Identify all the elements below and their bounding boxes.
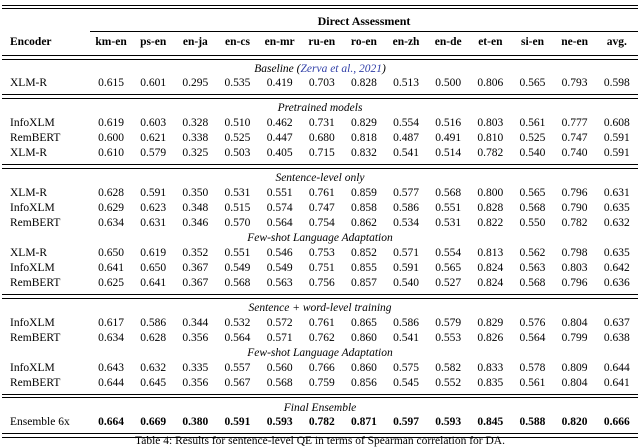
table-row xyxy=(2,415,638,430)
score-cell: 0.634 xyxy=(98,217,124,230)
table-row xyxy=(2,116,638,131)
section-title: Few-shot Language Adaptation xyxy=(247,347,393,360)
score-cell: 0.557 xyxy=(224,361,251,374)
column-header-en-zh: en-zh xyxy=(392,36,420,48)
score-cell: 0.828 xyxy=(350,77,377,90)
score-cell: 0.610 xyxy=(98,147,124,160)
score-cell: 0.576 xyxy=(519,316,546,329)
score-cell: 0.367 xyxy=(182,277,209,290)
score-cell: 0.796 xyxy=(561,186,588,199)
table-row xyxy=(2,246,638,261)
score-cell: 0.564 xyxy=(224,331,251,344)
score-cell: 0.623 xyxy=(140,201,167,214)
score-cell: 0.650 xyxy=(140,262,167,275)
score-cell: 0.447 xyxy=(266,131,293,144)
column-header-ro-en: ro-en xyxy=(350,36,377,48)
score-cell: 0.747 xyxy=(308,201,335,214)
column-header-km-en: km-en xyxy=(95,36,127,48)
score-cell: 0.531 xyxy=(224,186,251,199)
score-cell: 0.579 xyxy=(140,147,167,160)
score-cell: 0.601 xyxy=(140,77,167,90)
section-header-row xyxy=(2,171,638,186)
encoder-label: InfoXLM xyxy=(10,116,55,129)
score-cell: 0.405 xyxy=(266,147,293,160)
score-cell: 0.549 xyxy=(266,262,293,275)
score-cell: 0.762 xyxy=(308,331,335,344)
score-cell: 0.822 xyxy=(477,217,504,230)
score-cell: 0.487 xyxy=(393,131,419,144)
score-cell: 0.516 xyxy=(435,116,462,129)
score-cell: 0.534 xyxy=(393,217,419,230)
score-cell: 0.800 xyxy=(477,186,504,199)
score-cell: 0.829 xyxy=(477,316,504,329)
score-cell: 0.650 xyxy=(98,246,124,259)
score-cell: 0.550 xyxy=(519,217,546,230)
score-cell: 0.860 xyxy=(350,331,377,344)
score-cell: 0.824 xyxy=(477,262,504,275)
score-cell: 0.810 xyxy=(477,131,504,144)
score-cell: 0.753 xyxy=(308,246,335,259)
score-cell: 0.820 xyxy=(561,416,588,429)
score-cell: 0.804 xyxy=(561,316,588,329)
score-cell: 0.356 xyxy=(182,331,209,344)
score-cell: 0.586 xyxy=(140,316,167,329)
table-head xyxy=(2,2,638,62)
score-cell: 0.568 xyxy=(519,201,546,214)
score-cell: 0.540 xyxy=(519,147,546,160)
section-rule-line xyxy=(2,94,638,99)
encoder-label: XLM-R xyxy=(10,186,48,199)
score-cell: 0.782 xyxy=(308,416,335,429)
score-cell: 0.568 xyxy=(435,186,462,199)
section-rule xyxy=(2,292,638,302)
score-cell: 0.350 xyxy=(182,186,209,199)
section-header-row xyxy=(2,231,638,246)
section-header-row xyxy=(2,301,638,316)
encoder-label: XLM-R xyxy=(10,147,48,160)
encoder-label: Ensemble 6x xyxy=(10,416,70,429)
score-cell: 0.352 xyxy=(182,246,209,259)
score-cell: 0.856 xyxy=(350,377,377,390)
section-rule-line xyxy=(2,164,638,169)
encoder-label: RemBERT xyxy=(10,277,61,290)
score-cell: 0.796 xyxy=(561,277,588,290)
score-cell: 0.852 xyxy=(350,246,377,259)
score-cell: 0.635 xyxy=(603,201,630,214)
score-cell: 0.641 xyxy=(140,277,167,290)
score-cell: 0.295 xyxy=(182,77,209,90)
column-header-ru-en: ru-en xyxy=(308,36,336,48)
score-cell: 0.591 xyxy=(393,262,419,275)
score-cell: 0.632 xyxy=(140,361,167,374)
score-cell: 0.586 xyxy=(393,201,419,214)
score-cell: 0.571 xyxy=(266,331,293,344)
section-title: Final Ensemble xyxy=(283,401,357,414)
score-cell: 0.574 xyxy=(266,201,293,214)
score-cell: 0.561 xyxy=(519,116,546,129)
score-cell: 0.563 xyxy=(266,277,293,290)
score-cell: 0.862 xyxy=(350,217,377,230)
score-cell: 0.600 xyxy=(98,131,124,144)
score-cell: 0.858 xyxy=(350,201,377,214)
score-cell: 0.756 xyxy=(308,277,335,290)
score-cell: 0.572 xyxy=(266,316,293,329)
score-cell: 0.617 xyxy=(98,316,124,329)
column-header-en-de: en-de xyxy=(434,36,462,48)
score-cell: 0.578 xyxy=(519,361,546,374)
score-cell: 0.631 xyxy=(140,217,167,230)
table-row xyxy=(2,146,638,161)
section-title: Sentence-level only xyxy=(275,172,365,185)
score-cell: 0.826 xyxy=(477,331,504,344)
score-cell: 0.564 xyxy=(266,217,293,230)
score-cell: 0.598 xyxy=(603,77,630,90)
score-cell: 0.380 xyxy=(182,416,209,429)
score-cell: 0.563 xyxy=(519,262,546,275)
score-cell: 0.804 xyxy=(561,377,588,390)
score-cell: 0.632 xyxy=(603,217,630,230)
score-cell: 0.642 xyxy=(603,262,630,275)
score-cell: 0.591 xyxy=(140,186,167,199)
score-cell: 0.540 xyxy=(393,277,419,290)
score-cell: 0.514 xyxy=(435,147,462,160)
section-title: Baseline ( xyxy=(254,63,301,75)
score-cell: 0.565 xyxy=(519,186,546,199)
score-cell: 0.603 xyxy=(140,116,167,129)
score-cell: 0.515 xyxy=(224,201,251,214)
column-header-et-en: et-en xyxy=(478,36,503,48)
score-cell: 0.462 xyxy=(266,116,293,129)
score-cell: 0.567 xyxy=(224,377,251,390)
results-table xyxy=(2,2,638,440)
score-cell: 0.799 xyxy=(561,331,588,344)
score-cell: 0.579 xyxy=(435,316,462,329)
score-cell: 0.740 xyxy=(561,147,588,160)
table-row xyxy=(2,186,638,201)
citation-link[interactable]: Zerva et al., 2021 xyxy=(300,63,382,75)
score-cell: 0.715 xyxy=(308,147,335,160)
score-cell: 0.346 xyxy=(182,217,209,230)
header-rule xyxy=(2,53,638,63)
score-cell: 0.835 xyxy=(477,377,504,390)
score-cell: 0.669 xyxy=(140,416,167,429)
score-cell: 0.338 xyxy=(182,131,209,144)
score-cell: 0.628 xyxy=(98,186,124,199)
group-header-row xyxy=(2,12,638,32)
table-caption: Table 4: Results for sentence-level QE in terms of Spearman correlation for DA. xyxy=(135,435,505,447)
score-cell: 0.790 xyxy=(561,201,588,214)
section-rule xyxy=(2,92,638,102)
score-cell: 0.525 xyxy=(519,131,546,144)
score-cell: 0.635 xyxy=(603,246,630,259)
table-row xyxy=(2,77,638,92)
score-cell: 0.541 xyxy=(393,331,419,344)
column-header-ps-en: ps-en xyxy=(140,36,167,48)
score-cell: 0.637 xyxy=(603,316,630,329)
score-cell: 0.828 xyxy=(477,201,504,214)
score-cell: 0.535 xyxy=(224,77,251,90)
score-cell: 0.625 xyxy=(98,277,124,290)
score-cell: 0.865 xyxy=(350,316,377,329)
score-cell: 0.552 xyxy=(435,377,462,390)
encoder-label: XLM-R xyxy=(10,246,48,259)
score-cell: 0.328 xyxy=(182,116,209,129)
section-rule-line xyxy=(2,294,638,299)
group-header-spacer xyxy=(2,12,90,32)
table-row xyxy=(2,277,638,292)
score-cell: 0.645 xyxy=(140,377,167,390)
score-cell: 0.833 xyxy=(477,361,504,374)
score-cell: 0.561 xyxy=(519,377,546,390)
score-cell: 0.631 xyxy=(603,186,630,199)
top-rule-line xyxy=(2,5,638,10)
score-cell: 0.549 xyxy=(224,262,251,275)
score-cell: 0.832 xyxy=(350,147,377,160)
score-cell: 0.575 xyxy=(393,361,419,374)
score-cell: 0.325 xyxy=(182,147,209,160)
section-header-row xyxy=(2,346,638,361)
score-cell: 0.644 xyxy=(603,361,630,374)
score-cell: 0.871 xyxy=(350,416,377,429)
column-header-en-mr: en-mr xyxy=(264,36,295,48)
table-row xyxy=(2,261,638,276)
score-cell: 0.793 xyxy=(561,77,588,90)
encoder-label: XLM-R xyxy=(10,77,48,90)
score-cell: 0.751 xyxy=(308,262,335,275)
encoder-label: RemBERT xyxy=(10,217,61,230)
score-cell: 0.806 xyxy=(477,77,504,90)
score-cell: 0.818 xyxy=(350,131,377,144)
score-cell: 0.621 xyxy=(140,131,167,144)
section-rule xyxy=(2,391,638,401)
score-cell: 0.703 xyxy=(308,77,335,90)
encoder-label: RemBERT xyxy=(10,331,61,344)
score-cell: 0.643 xyxy=(98,361,124,374)
score-cell: 0.615 xyxy=(98,77,124,90)
score-cell: 0.597 xyxy=(393,416,419,429)
score-cell: 0.629 xyxy=(98,201,124,214)
score-cell: 0.551 xyxy=(435,201,462,214)
table-row xyxy=(2,316,638,331)
score-cell: 0.551 xyxy=(224,246,251,259)
score-cell: 0.553 xyxy=(435,331,462,344)
score-cell: 0.824 xyxy=(477,277,504,290)
table-row xyxy=(2,216,638,231)
score-cell: 0.803 xyxy=(477,116,504,129)
score-cell: 0.527 xyxy=(435,277,462,290)
section-header-row xyxy=(2,101,638,116)
table-group-header: Direct Assessment xyxy=(90,12,638,32)
table-row xyxy=(2,131,638,146)
score-cell: 0.857 xyxy=(350,277,377,290)
score-cell: 0.560 xyxy=(266,361,293,374)
table-body xyxy=(2,62,638,440)
score-cell: 0.754 xyxy=(308,217,335,230)
score-cell: 0.747 xyxy=(561,131,588,144)
score-cell: 0.541 xyxy=(393,147,419,160)
section-rule xyxy=(2,162,638,172)
score-cell: 0.419 xyxy=(266,77,293,90)
section-header-row xyxy=(2,401,638,416)
score-cell: 0.546 xyxy=(266,246,293,259)
top-rule xyxy=(2,2,638,12)
score-cell: 0.571 xyxy=(393,246,419,259)
score-cell: 0.638 xyxy=(603,331,630,344)
score-cell: 0.503 xyxy=(224,147,251,160)
score-cell: 0.545 xyxy=(393,377,419,390)
score-cell: 0.798 xyxy=(561,246,588,259)
score-cell: 0.759 xyxy=(308,377,335,390)
score-cell: 0.619 xyxy=(140,246,167,259)
score-cell: 0.641 xyxy=(603,377,630,390)
score-cell: 0.766 xyxy=(308,361,335,374)
score-cell: 0.525 xyxy=(224,131,251,144)
score-cell: 0.644 xyxy=(98,377,124,390)
score-cell: 0.513 xyxy=(393,77,419,90)
column-header-en-ja: en-ja xyxy=(182,36,208,48)
score-cell: 0.619 xyxy=(98,116,124,129)
score-cell: 0.628 xyxy=(140,331,167,344)
score-cell: 0.593 xyxy=(266,416,293,429)
score-cell: 0.356 xyxy=(182,377,209,390)
encoder-label: InfoXLM xyxy=(10,361,55,374)
encoder-label: RemBERT xyxy=(10,377,61,390)
score-cell: 0.570 xyxy=(224,217,251,230)
score-cell: 0.855 xyxy=(350,262,377,275)
header-rule-line xyxy=(2,55,638,60)
column-header-row xyxy=(2,32,638,53)
table-row xyxy=(2,201,638,216)
encoder-column-header: Encoder xyxy=(10,35,52,48)
score-cell: 0.582 xyxy=(435,361,462,374)
score-cell: 0.761 xyxy=(308,316,335,329)
score-cell: 0.829 xyxy=(350,116,377,129)
column-header-en-cs: en-cs xyxy=(225,36,250,48)
score-cell: 0.782 xyxy=(477,147,504,160)
encoder-label: InfoXLM xyxy=(10,201,55,214)
table-row xyxy=(2,361,638,376)
score-cell: 0.782 xyxy=(561,217,588,230)
score-cell: 0.565 xyxy=(519,77,546,90)
score-cell: 0.554 xyxy=(393,116,419,129)
score-cell: 0.591 xyxy=(224,416,251,429)
score-cell: 0.777 xyxy=(561,116,588,129)
score-cell: 0.568 xyxy=(224,277,251,290)
encoder-label: InfoXLM xyxy=(10,316,55,329)
score-cell: 0.591 xyxy=(603,147,630,160)
score-cell: 0.859 xyxy=(350,186,377,199)
table-row xyxy=(2,376,638,391)
score-cell: 0.586 xyxy=(393,316,419,329)
section-title: Few-shot Language Adaptation xyxy=(247,232,393,245)
score-cell: 0.845 xyxy=(477,416,504,429)
table-row xyxy=(2,331,638,346)
section-rule-line xyxy=(2,394,638,399)
score-cell: 0.335 xyxy=(182,361,209,374)
score-cell: 0.666 xyxy=(603,416,630,429)
score-cell: 0.348 xyxy=(182,201,209,214)
score-cell: 0.568 xyxy=(519,277,546,290)
score-cell: 0.588 xyxy=(519,416,546,429)
score-cell: 0.562 xyxy=(519,246,546,259)
column-header-ne-en: ne-en xyxy=(561,36,589,48)
score-cell: 0.568 xyxy=(266,377,293,390)
score-cell: 0.761 xyxy=(308,186,335,199)
score-cell: 0.564 xyxy=(519,331,546,344)
score-cell: 0.510 xyxy=(224,116,251,129)
encoder-label: InfoXLM xyxy=(10,262,55,275)
score-cell: 0.551 xyxy=(266,186,293,199)
column-header-avg.: avg. xyxy=(606,36,627,48)
score-cell: 0.813 xyxy=(477,246,504,259)
score-cell: 0.577 xyxy=(393,186,419,199)
score-cell: 0.367 xyxy=(182,262,209,275)
section-title: Pretrained models xyxy=(277,102,363,115)
score-cell: 0.500 xyxy=(435,77,462,90)
score-cell: 0.554 xyxy=(435,246,462,259)
score-cell: 0.565 xyxy=(435,262,462,275)
score-cell: 0.344 xyxy=(182,316,209,329)
score-cell: 0.731 xyxy=(308,116,335,129)
score-cell: 0.491 xyxy=(435,131,462,144)
column-header-si-en: si-en xyxy=(520,36,544,48)
score-cell: 0.809 xyxy=(561,361,588,374)
score-cell: 0.860 xyxy=(350,361,377,374)
score-cell: 0.664 xyxy=(98,416,124,429)
score-cell: 0.593 xyxy=(435,416,462,429)
score-cell: 0.532 xyxy=(224,316,251,329)
encoder-label: RemBERT xyxy=(10,131,61,144)
score-cell: 0.608 xyxy=(603,116,630,129)
score-cell: 0.803 xyxy=(561,262,588,275)
section-header-row xyxy=(2,62,638,77)
score-cell: 0.641 xyxy=(98,262,124,275)
score-cell: 0.531 xyxy=(435,217,462,230)
section-title-close: ) xyxy=(381,63,386,75)
score-cell: 0.680 xyxy=(308,131,335,144)
score-cell: 0.636 xyxy=(603,277,630,290)
score-cell: 0.634 xyxy=(98,331,124,344)
score-cell: 0.591 xyxy=(603,131,630,144)
section-title: Sentence + word-level training xyxy=(248,302,392,315)
